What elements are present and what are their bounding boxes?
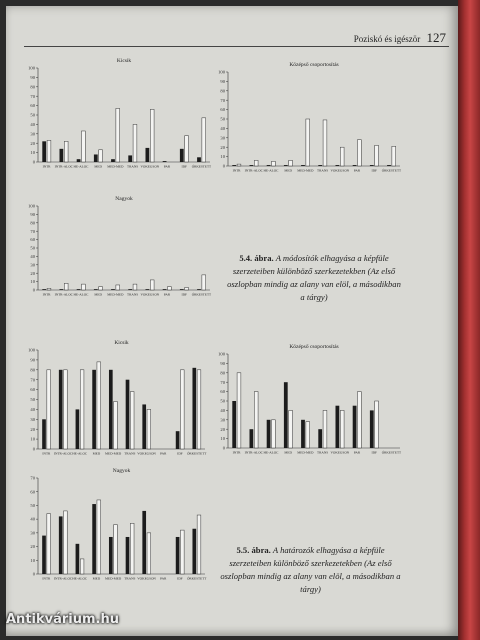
running-title: Poziskó és igéször (353, 34, 421, 44)
bar-series-1 (94, 154, 98, 162)
y-tick-label: 40 (30, 407, 35, 412)
x-tick-label: PAR (163, 292, 171, 297)
x-tick-label: ÓRKESTETT (381, 450, 402, 455)
bar-series-2 (357, 392, 361, 448)
x-tick-label: INTR-ALOC (244, 450, 263, 455)
x-tick-label: VOKEGSON (140, 164, 160, 169)
x-tick-label: MED-MED (105, 576, 122, 581)
x-tick-label: INTR-ALOC (53, 576, 73, 581)
y-tick-label: 10 (220, 154, 225, 160)
x-tick-label: MED-MED (107, 292, 124, 297)
y-tick-label: 20 (30, 270, 35, 276)
bar-series-1 (42, 141, 46, 162)
bar-series-2 (306, 422, 310, 448)
bar-series-1 (76, 544, 80, 574)
x-tick-label: ÓRKESTETT (186, 451, 207, 456)
y-tick-label: 50 (30, 503, 35, 509)
x-tick-label: MED (92, 451, 101, 456)
figure-4-text: A módosítók elhagyása a képfüle szerzeteiben különböző szerkezetekben (Az első oszlopban mindig az alany van elöl, a másodikban a tárgy) (227, 253, 401, 302)
y-tick-label: 80 (220, 88, 225, 94)
bar-series-1 (163, 289, 167, 290)
x-tick-label: INTR (232, 168, 241, 173)
x-tick-label: INTR-ALOC (53, 451, 73, 456)
bar-series-1 (176, 537, 180, 574)
bar-series-1 (128, 289, 132, 290)
y-tick-label: 90 (220, 361, 225, 366)
y-tick-label: 40 (30, 122, 35, 127)
y-tick-label: 30 (30, 131, 35, 137)
chart-kicsik-fig4 (16, 54, 216, 174)
x-tick-label: MED (94, 292, 102, 297)
bar-series-2 (289, 160, 293, 166)
x-tick-label: HE-ALOC (263, 168, 279, 173)
x-tick-label: MED (284, 450, 292, 455)
bar-series-1 (284, 165, 288, 166)
bar-series-1 (353, 165, 357, 166)
bar-series-1 (111, 159, 115, 162)
x-tick-label: INTR (42, 164, 51, 169)
bar-series-2 (340, 147, 344, 166)
y-tick-label: 40 (30, 254, 35, 259)
y-tick-label: 20 (220, 426, 225, 432)
bar-series-2 (150, 109, 154, 162)
y-tick-label: 60 (30, 489, 35, 495)
bar-series-1 (301, 420, 305, 448)
bar-series-1 (77, 289, 81, 290)
bar-series-1 (128, 155, 132, 162)
bar-series-1 (92, 370, 96, 449)
bar-series-2 (271, 161, 275, 166)
x-tick-label: IDF (177, 451, 183, 456)
y-tick-label: 50 (220, 116, 225, 122)
x-tick-label: MED-MED (297, 450, 314, 455)
y-tick-label: 60 (30, 387, 35, 393)
x-tick-label: INTR (42, 451, 51, 456)
y-tick-label: 60 (30, 237, 35, 243)
bar-series-1 (59, 370, 63, 449)
bar-series-1 (142, 404, 146, 449)
bar-series-1 (180, 289, 184, 290)
bar-series-1 (197, 289, 201, 290)
chart-kicsik-fig5 (16, 336, 211, 461)
figure-4-label: 5.4. ábra. (239, 253, 274, 263)
y-tick-label: 50 (30, 245, 35, 251)
x-tick-label: ÓRKESTETT (191, 164, 212, 169)
y-tick-label: 10 (30, 436, 35, 442)
bar-series-1 (318, 165, 322, 166)
chart-title: Kicsik (116, 58, 132, 64)
bar-series-2 (81, 131, 85, 162)
x-tick-label: HE-ALOC (72, 576, 88, 581)
x-tick-label: ÓRKESTETT (381, 168, 402, 173)
bar-series-2 (180, 370, 184, 449)
bar-series-1 (192, 368, 196, 449)
x-tick-label: TRANS (317, 450, 329, 455)
y-tick-label: 30 (30, 262, 35, 268)
bar-series-1 (60, 289, 64, 290)
y-tick-label: 60 (220, 389, 225, 395)
x-tick-label: VOKEGSON (137, 451, 156, 456)
bar-series-1 (126, 537, 130, 574)
bar-series-2 (80, 370, 84, 449)
x-tick-label: TRANS (124, 576, 136, 581)
chart-nagyok-fig5 (16, 464, 211, 586)
bar-series-1 (111, 289, 115, 290)
y-tick-label: 100 (218, 69, 225, 75)
bar-series-1 (142, 511, 146, 574)
x-tick-label: PAR (163, 164, 171, 169)
x-tick-label: IDF (371, 168, 377, 173)
y-tick-label: 70 (220, 97, 225, 103)
y-tick-label: 10 (30, 557, 35, 563)
bar-series-2 (116, 285, 120, 290)
x-tick-label: ÓRKESTETT (186, 576, 207, 581)
x-tick-label: VOKEGSON (140, 292, 160, 297)
bar-series-1 (267, 420, 271, 448)
y-tick-label: 50 (30, 397, 35, 403)
y-tick-label: 70 (30, 377, 35, 383)
chart-kozepso-fig5 (206, 340, 406, 460)
bar-series-1 (126, 380, 130, 449)
bar-series-1 (353, 406, 357, 448)
y-tick-label: 90 (30, 75, 35, 80)
running-header (306, 30, 446, 46)
x-tick-label: MED-MED (297, 168, 314, 173)
y-tick-label: 100 (218, 351, 225, 357)
x-tick-label: INTR-ALOC (244, 168, 263, 173)
bar-series-2 (147, 409, 151, 449)
bar-series-2 (64, 141, 68, 162)
y-tick-label: 20 (30, 140, 35, 146)
x-tick-label: HE-ALOC (73, 292, 89, 297)
bar-series-1 (146, 148, 150, 162)
bar-series-2 (64, 370, 68, 449)
y-tick-label: 100 (28, 347, 35, 353)
x-tick-label: ÓRKESTETT (191, 292, 212, 297)
y-tick-label: 10 (30, 150, 35, 156)
y-tick-label: 0 (32, 159, 35, 165)
bar-series-1 (301, 165, 305, 166)
bar-series-1 (176, 431, 180, 449)
book-page (6, 6, 458, 636)
bar-series-2 (375, 145, 379, 166)
y-tick-label: 40 (30, 516, 35, 522)
bar-series-2 (47, 514, 51, 574)
y-tick-label: 0 (222, 445, 225, 451)
bar-series-2 (47, 288, 51, 290)
y-tick-label: 0 (32, 446, 35, 452)
bar-series-2 (167, 287, 171, 290)
y-tick-label: 0 (32, 571, 35, 577)
bar-series-1 (76, 409, 80, 449)
bar-series-2 (323, 410, 327, 448)
chart-nagyok-fig4 (16, 192, 216, 302)
bar-series-2 (99, 287, 103, 290)
bar-series-1 (42, 289, 46, 290)
bar-series-1 (267, 165, 271, 166)
bar-series-2 (81, 284, 85, 290)
bar-series-2 (185, 287, 189, 290)
bar-series-1 (318, 429, 322, 448)
book-spine (458, 0, 480, 640)
header-rule (24, 46, 449, 47)
bar-series-2 (114, 401, 118, 449)
x-tick-label: VOKEGSON (330, 450, 350, 455)
x-tick-label: PAR (160, 451, 167, 456)
bar-series-2 (64, 283, 68, 290)
bar-series-1 (232, 401, 236, 448)
bar-series-2 (185, 136, 189, 162)
y-tick-label: 70 (220, 379, 225, 385)
bar-series-2 (147, 533, 151, 574)
y-tick-label: 80 (30, 220, 35, 226)
bar-series-1 (180, 149, 184, 162)
y-tick-label: 30 (30, 416, 35, 422)
x-tick-label: HE-ALOC (73, 164, 89, 169)
bar-series-2 (357, 140, 361, 166)
bar-series-1 (336, 165, 340, 166)
x-tick-label: MED-MED (105, 451, 122, 456)
bar-series-2 (306, 119, 310, 166)
bar-series-1 (42, 536, 46, 574)
bar-series-2 (99, 150, 103, 162)
bar-series-2 (47, 140, 51, 162)
y-tick-label: 70 (30, 93, 35, 99)
bar-series-2 (197, 370, 201, 449)
figure-5-text: A határozók elhagyása a képfüle szerzeteiben különböző szerkezetekben (Az első oszlopban mindig az alany van elöl, a másodikban a tárgy) (220, 545, 401, 594)
bar-series-1 (284, 382, 288, 448)
x-tick-label: INTR (42, 292, 51, 297)
bar-series-1 (370, 165, 374, 166)
bar-series-2 (114, 525, 118, 574)
bar-series-2 (97, 362, 101, 449)
x-tick-label: PAR (353, 450, 361, 455)
bar-series-2 (340, 410, 344, 448)
bar-series-1 (336, 406, 340, 448)
y-tick-label: 20 (30, 426, 35, 432)
x-tick-label: INTR (42, 576, 51, 581)
bar-series-2 (64, 511, 68, 574)
chart-title: Középső csoportosítás (289, 62, 339, 68)
y-tick-label: 70 (30, 475, 35, 481)
bar-series-2 (130, 523, 134, 574)
y-tick-label: 70 (30, 228, 35, 234)
x-tick-label: INTR-ALOC (54, 164, 73, 169)
y-tick-label: 50 (30, 112, 35, 118)
bar-series-2 (197, 515, 201, 574)
chart-kozepso-fig4 (206, 58, 406, 178)
x-tick-label: IDF (181, 164, 187, 169)
bar-series-2 (289, 410, 293, 448)
x-tick-label: TRANS (127, 292, 139, 297)
chart-title: Középső csoportosítás (289, 344, 339, 350)
bar-series-2 (133, 284, 137, 290)
bar-series-2 (323, 120, 327, 166)
x-tick-label: PAR (353, 168, 361, 173)
figure-4-caption (224, 252, 404, 304)
bar-series-1 (109, 370, 113, 449)
bar-series-2 (237, 164, 241, 166)
bar-series-1 (387, 165, 391, 166)
figure-5-caption (218, 544, 403, 596)
bar-series-1 (77, 159, 81, 162)
x-tick-label: VOKEGSON (330, 168, 350, 173)
bar-series-2 (133, 124, 137, 162)
y-tick-label: 90 (30, 212, 35, 217)
bar-series-2 (80, 559, 84, 574)
bar-series-2 (97, 500, 101, 574)
bar-series-1 (250, 429, 254, 448)
y-tick-label: 90 (30, 357, 35, 363)
y-tick-label: 40 (220, 408, 225, 413)
y-tick-label: 100 (28, 65, 35, 71)
bar-series-1 (370, 410, 374, 448)
bar-series-1 (92, 504, 96, 574)
bar-series-1 (109, 537, 113, 574)
page-number: 127 (426, 30, 446, 45)
bar-series-2 (150, 280, 154, 290)
y-tick-label: 100 (28, 203, 35, 209)
bar-series-2 (392, 146, 396, 166)
x-tick-label: MED-MED (107, 164, 124, 169)
bar-series-2 (130, 392, 134, 449)
y-tick-label: 10 (220, 436, 225, 442)
bar-series-1 (42, 419, 46, 449)
bar-series-2 (202, 275, 206, 290)
x-tick-label: VOKEGSON (137, 576, 156, 581)
bar-series-2 (271, 420, 275, 448)
x-tick-label: HE-ALOC (263, 450, 279, 455)
x-tick-label: MED (92, 576, 101, 581)
y-tick-label: 80 (220, 370, 225, 376)
x-tick-label: MED (284, 168, 292, 173)
x-tick-label: PAR (160, 576, 167, 581)
bar-series-1 (59, 516, 63, 574)
y-tick-label: 20 (30, 544, 35, 550)
bar-series-1 (163, 161, 167, 162)
chart-title: Nagyok (115, 196, 133, 202)
x-tick-label: HE-ALOC (72, 451, 88, 456)
bar-series-2 (116, 108, 120, 162)
y-tick-label: 60 (30, 103, 35, 109)
x-tick-label: INTR-ALOC (54, 292, 73, 297)
x-tick-label: TRANS (127, 164, 139, 169)
y-tick-label: 10 (30, 279, 35, 285)
x-tick-label: IDF (177, 576, 183, 581)
chart-title: Nagyok (112, 468, 131, 474)
y-tick-label: 60 (220, 107, 225, 113)
y-tick-label: 0 (222, 163, 225, 169)
y-tick-label: 30 (220, 135, 225, 141)
y-tick-label: 20 (220, 144, 225, 150)
y-tick-label: 80 (30, 84, 35, 90)
bar-series-1 (232, 165, 236, 166)
bar-series-2 (254, 392, 258, 448)
bar-series-2 (237, 373, 241, 448)
bar-series-2 (180, 530, 184, 574)
x-tick-label: IDF (181, 292, 187, 297)
watermark-text: Antikvárium.hu (6, 612, 119, 627)
bar-series-2 (375, 401, 379, 448)
y-tick-label: 90 (220, 79, 225, 84)
bar-series-1 (197, 157, 201, 162)
figure-5-label: 5.5. ábra. (236, 545, 271, 555)
bar-series-1 (192, 529, 196, 574)
x-tick-label: TRANS (317, 168, 329, 173)
y-tick-label: 30 (30, 530, 35, 536)
x-tick-label: INTR (232, 450, 241, 455)
bar-series-1 (250, 165, 254, 166)
chart-title: Kicsik (114, 340, 129, 346)
bar-series-2 (47, 370, 51, 449)
bar-series-1 (60, 149, 64, 162)
x-tick-label: TRANS (124, 451, 136, 456)
y-tick-label: 0 (32, 287, 35, 293)
y-tick-label: 80 (30, 367, 35, 373)
y-tick-label: 40 (220, 126, 225, 131)
y-tick-label: 30 (220, 417, 225, 423)
x-tick-label: IDF (371, 450, 377, 455)
bar-series-1 (146, 289, 150, 290)
bar-series-2 (254, 160, 258, 166)
x-tick-label: MED (94, 164, 102, 169)
y-tick-label: 50 (220, 398, 225, 404)
bar-series-1 (94, 289, 98, 290)
